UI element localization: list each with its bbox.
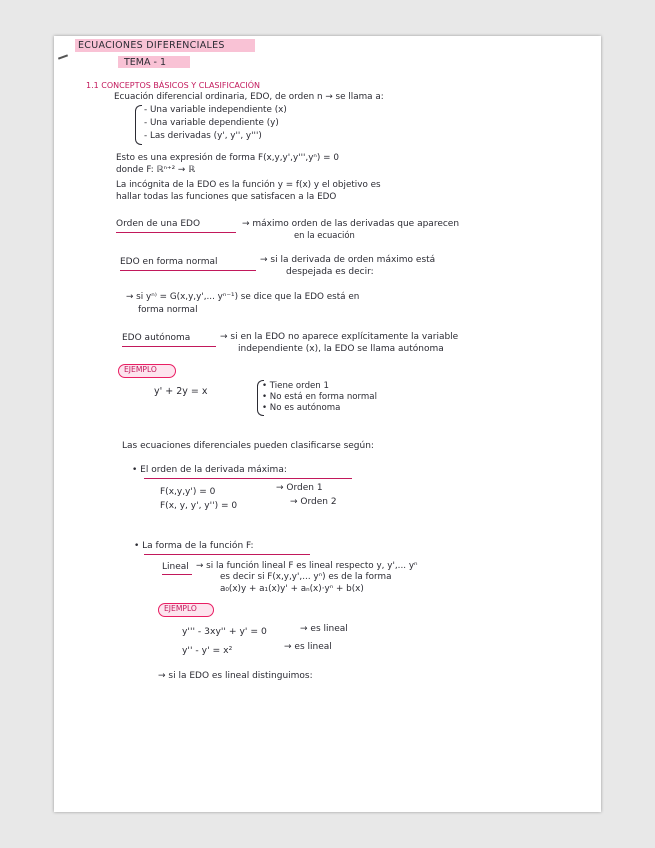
orden-row-equation: F(x, y, y', y'') = 0 [160, 501, 238, 511]
orden-row-equation: F(x,y,y') = 0 [160, 487, 216, 497]
forma-normal-underline [120, 270, 256, 271]
expresion-line: hallar todas las funciones que satisfacen a la EDO [116, 192, 337, 202]
intro-line: Ecuación diferencial ordinaria, EDO, de orden n → se llama a: [114, 92, 384, 102]
lineal-term: Lineal [162, 562, 189, 572]
criterio-forma: • La forma de la función F: [134, 541, 254, 551]
expresion-line: Esto es una expresión de forma F(x,y,y',y''',yⁿ) = 0 [116, 153, 339, 163]
lineal-underline [162, 574, 192, 575]
tema-label: TEMA - 1 [124, 57, 167, 68]
expresion-line: donde F: ℝⁿ⁺² → ℝ [116, 165, 196, 175]
forma-normal-term: EDO en forma normal [120, 257, 218, 267]
intro-item: - Una variable independiente (x) [144, 105, 287, 115]
ejemplo-equation: y'' - y' = x² [182, 645, 233, 656]
orden-row-result: → Orden 1 [276, 483, 323, 493]
criterio-forma-underline [144, 554, 310, 555]
forma-normal-definition: despejada es decir: [286, 267, 374, 277]
expresion-line: La incógnita de la EDO es la función y = f(x) y el objetivo es [116, 180, 381, 190]
forma-normal-definition: → si la derivada de orden máximo está [260, 255, 436, 265]
autonoma-definition: → si en la EDO no aparece explícitamente la variable [220, 332, 459, 342]
lineal-definition: es decir si F(x,y,y',... yⁿ) es de la forma [220, 572, 392, 582]
orden-definition: → máximo orden de las derivadas que aparecen [242, 219, 460, 229]
ejemplo-property: • Tiene orden 1 [262, 381, 329, 391]
section-heading: 1.1 CONCEPTOS BÁSICOS Y CLASIFICACIÓN [86, 81, 260, 90]
orden-definition: en la ecuación [294, 230, 355, 240]
ejemplo-property: • No está en forma normal [262, 392, 377, 402]
clasificacion-intro: Las ecuaciones diferenciales pueden clasificarse según: [122, 441, 374, 451]
intro-item: - Una variable dependiente (y) [144, 118, 279, 128]
autonoma-underline [122, 346, 216, 347]
ejemplo-equation: y''' - 3xy'' + y' = 0 [182, 626, 267, 637]
orden-underline [116, 232, 236, 233]
forma-normal-condition: forma normal [138, 305, 198, 315]
lineal-definition: a₀(x)y + a₁(x)y' + aₙ(x)·yⁿ + b(x) [220, 584, 364, 594]
notebook-page [54, 36, 601, 812]
ejemplo-result: → es lineal [284, 642, 332, 652]
final-line: → si la EDO es lineal distinguimos: [158, 671, 313, 681]
intro-item: - Las derivadas (y', y'', y''') [144, 131, 262, 141]
pen-mark [58, 54, 68, 59]
criterio-orden-underline [144, 478, 352, 479]
brace [135, 105, 142, 145]
orden-term: Orden de una EDO [116, 219, 201, 229]
lineal-definition: → si la función lineal F es lineal respecto y, y',... yⁿ [196, 561, 418, 571]
forma-normal-condition: → si yⁿ⁾ = G(x,y,y',... yⁿ⁻¹) se dice que la EDO está en [126, 292, 360, 302]
autonoma-term: EDO autónoma [122, 333, 191, 343]
orden-row-result: → Orden 2 [290, 497, 337, 507]
criterio-orden: • El orden de la derivada máxima: [132, 465, 287, 475]
ejemplo-label: EJEMPLO [124, 365, 157, 374]
ejemplo-result: → es lineal [300, 624, 348, 634]
ejemplo-equation: y' + 2y = x [154, 386, 208, 397]
ejemplo-label: EJEMPLO [164, 604, 197, 613]
ejemplo-property: • No es autónoma [262, 403, 341, 413]
autonoma-definition: independiente (x), la EDO se llama autónoma [238, 344, 444, 354]
page-title: ECUACIONES DIFERENCIALES [78, 40, 225, 51]
